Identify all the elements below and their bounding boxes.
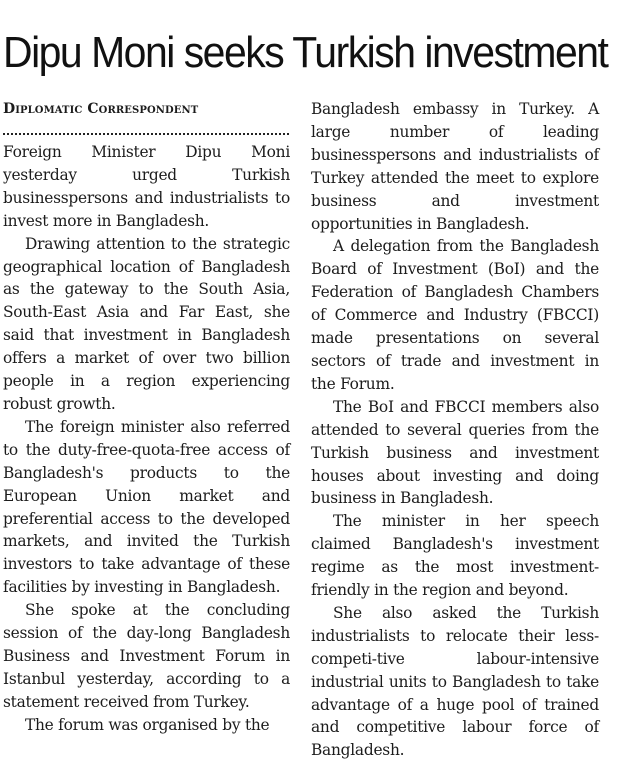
paragraph: A delegation from the Bangladesh Board of Investment (BoI) and the Federation of Bangladesh Chambers of Commerce and Industry (FBCCI) made presentations on several sectors of trade and investment in the Forum. bbox=[311, 237, 599, 393]
article-column-left bbox=[3, 98, 290, 737]
paragraph: Drawing attention to the strategic geographical location of Bangladesh as the gateway to the South Asia, South-East Asia and Far East, she said that investment in Bangladesh offers a market of over two billion people in a region experiencing robust growth. bbox=[3, 234, 290, 413]
byline: Diplomatic Correspondent bbox=[3, 101, 199, 117]
article-column-right bbox=[311, 98, 599, 762]
paragraph: She also asked the Turkish industrialists to relocate their less-competi-tive labour-intensive industrial units to Bangladesh to take advantage of a huge pool of trained and competitive labour force of Bangladesh. bbox=[311, 603, 599, 760]
paragraph: Bangladesh embassy in Turkey. A large number of leading businesspersons and industrialists of Turkey attended the meet to explore business and investment opportunities in Bangladesh. bbox=[311, 100, 599, 233]
paragraph: She spoke at the concluding session of the day-long Bangladesh Business and Investment Forum in Istanbul yesterday, according to a statement received from Turkey. bbox=[3, 601, 290, 711]
paragraph: The foreign minister also referred to the duty-free-quota-free access of Bangladesh's products to the European Union market and preferential access to the developed markets, and invited the Turkish investors to take advantage of these facilities by investing in Bangladesh. bbox=[3, 417, 290, 597]
paragraph: Foreign Minister Dipu Moni yesterday urged Turkish businesspersons and industrialists to invest more in Bangladesh. bbox=[3, 143, 290, 230]
paragraph: The BoI and FBCCI members also attended to several queries from the Turkish business and investment houses about investing and doing business in Bangladesh. bbox=[311, 397, 599, 508]
paragraph: The forum was organised by the bbox=[25, 715, 270, 734]
headline: Dipu Moni seeks Turkish investment bbox=[3, 28, 608, 77]
byline-dotted-divider bbox=[3, 120, 289, 135]
paragraph: The minister in her speech claimed Bangladesh's investment regime as the most investment-friendly in the region and beyond. bbox=[311, 512, 599, 600]
